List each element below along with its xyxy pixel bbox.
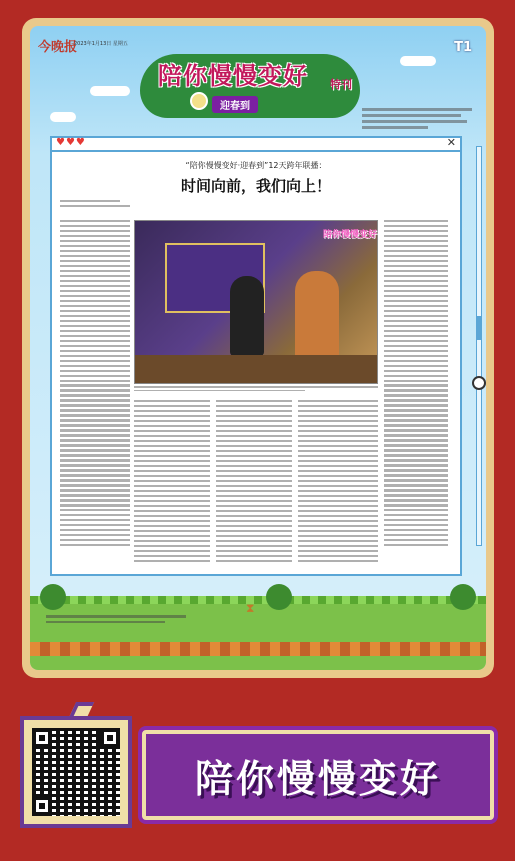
- cloud-icon: [90, 86, 130, 96]
- text-column-left: [60, 220, 130, 549]
- masthead-logo: 今晚报: [38, 40, 78, 55]
- pixel-grass: [30, 596, 486, 604]
- article-headline: 时间向前，我们向上！: [180, 177, 331, 195]
- qr-code[interactable]: [32, 728, 120, 816]
- close-icon[interactable]: ✕: [446, 136, 456, 149]
- text-column-mid-2: [216, 400, 292, 564]
- photo-person: [230, 276, 264, 356]
- scrollbar-track[interactable]: [476, 146, 482, 546]
- text-column-mid-3: [298, 400, 378, 564]
- pixel-brick-band: [30, 642, 486, 656]
- banner-title: 陪你慢慢变好: [158, 61, 308, 90]
- banner-badge: 特刊: [330, 78, 352, 91]
- magnifier-icon[interactable]: [472, 376, 486, 390]
- pixel-ground: [30, 600, 486, 670]
- article-photo: [134, 220, 378, 384]
- banner-subtitle: 迎春到: [212, 96, 258, 113]
- window-title-bar: [52, 138, 460, 152]
- newspaper-page: [30, 26, 486, 670]
- tree-icon: [450, 584, 476, 610]
- article-kicker: “陪你慢慢变好·迎春到”12天跨年联播：: [185, 161, 327, 170]
- hearts-icon: ♥♥♥: [56, 137, 86, 148]
- photo-person: [295, 271, 339, 361]
- slogan-banner: [142, 730, 494, 820]
- cloud-icon: [50, 112, 76, 122]
- masthead-info-block: [362, 108, 472, 132]
- cloud-icon: [400, 56, 436, 66]
- photo-desk: [135, 355, 377, 383]
- qr-code-frame: [20, 716, 132, 828]
- flower-icon: [190, 92, 208, 110]
- article-window: [50, 136, 462, 576]
- page-number: T1: [454, 40, 472, 55]
- editor-credits: [46, 615, 186, 626]
- photo-overlay-title: 陪你慢慢变好: [323, 230, 378, 240]
- scrollbar-thumb[interactable]: [476, 316, 482, 340]
- tree-icon: [266, 584, 292, 610]
- photo-caption: [134, 386, 378, 394]
- tree-icon: [40, 584, 66, 610]
- article-byline: [60, 200, 130, 210]
- masthead-date: 2023年1月13日 星期五: [74, 41, 128, 47]
- newspaper-frame: [22, 18, 494, 678]
- hourglass-icon: ⧗: [246, 601, 255, 615]
- slogan-text: 陪你慢慢变好: [194, 755, 441, 801]
- text-column-mid-1: [134, 400, 210, 564]
- text-column-right: [384, 220, 448, 549]
